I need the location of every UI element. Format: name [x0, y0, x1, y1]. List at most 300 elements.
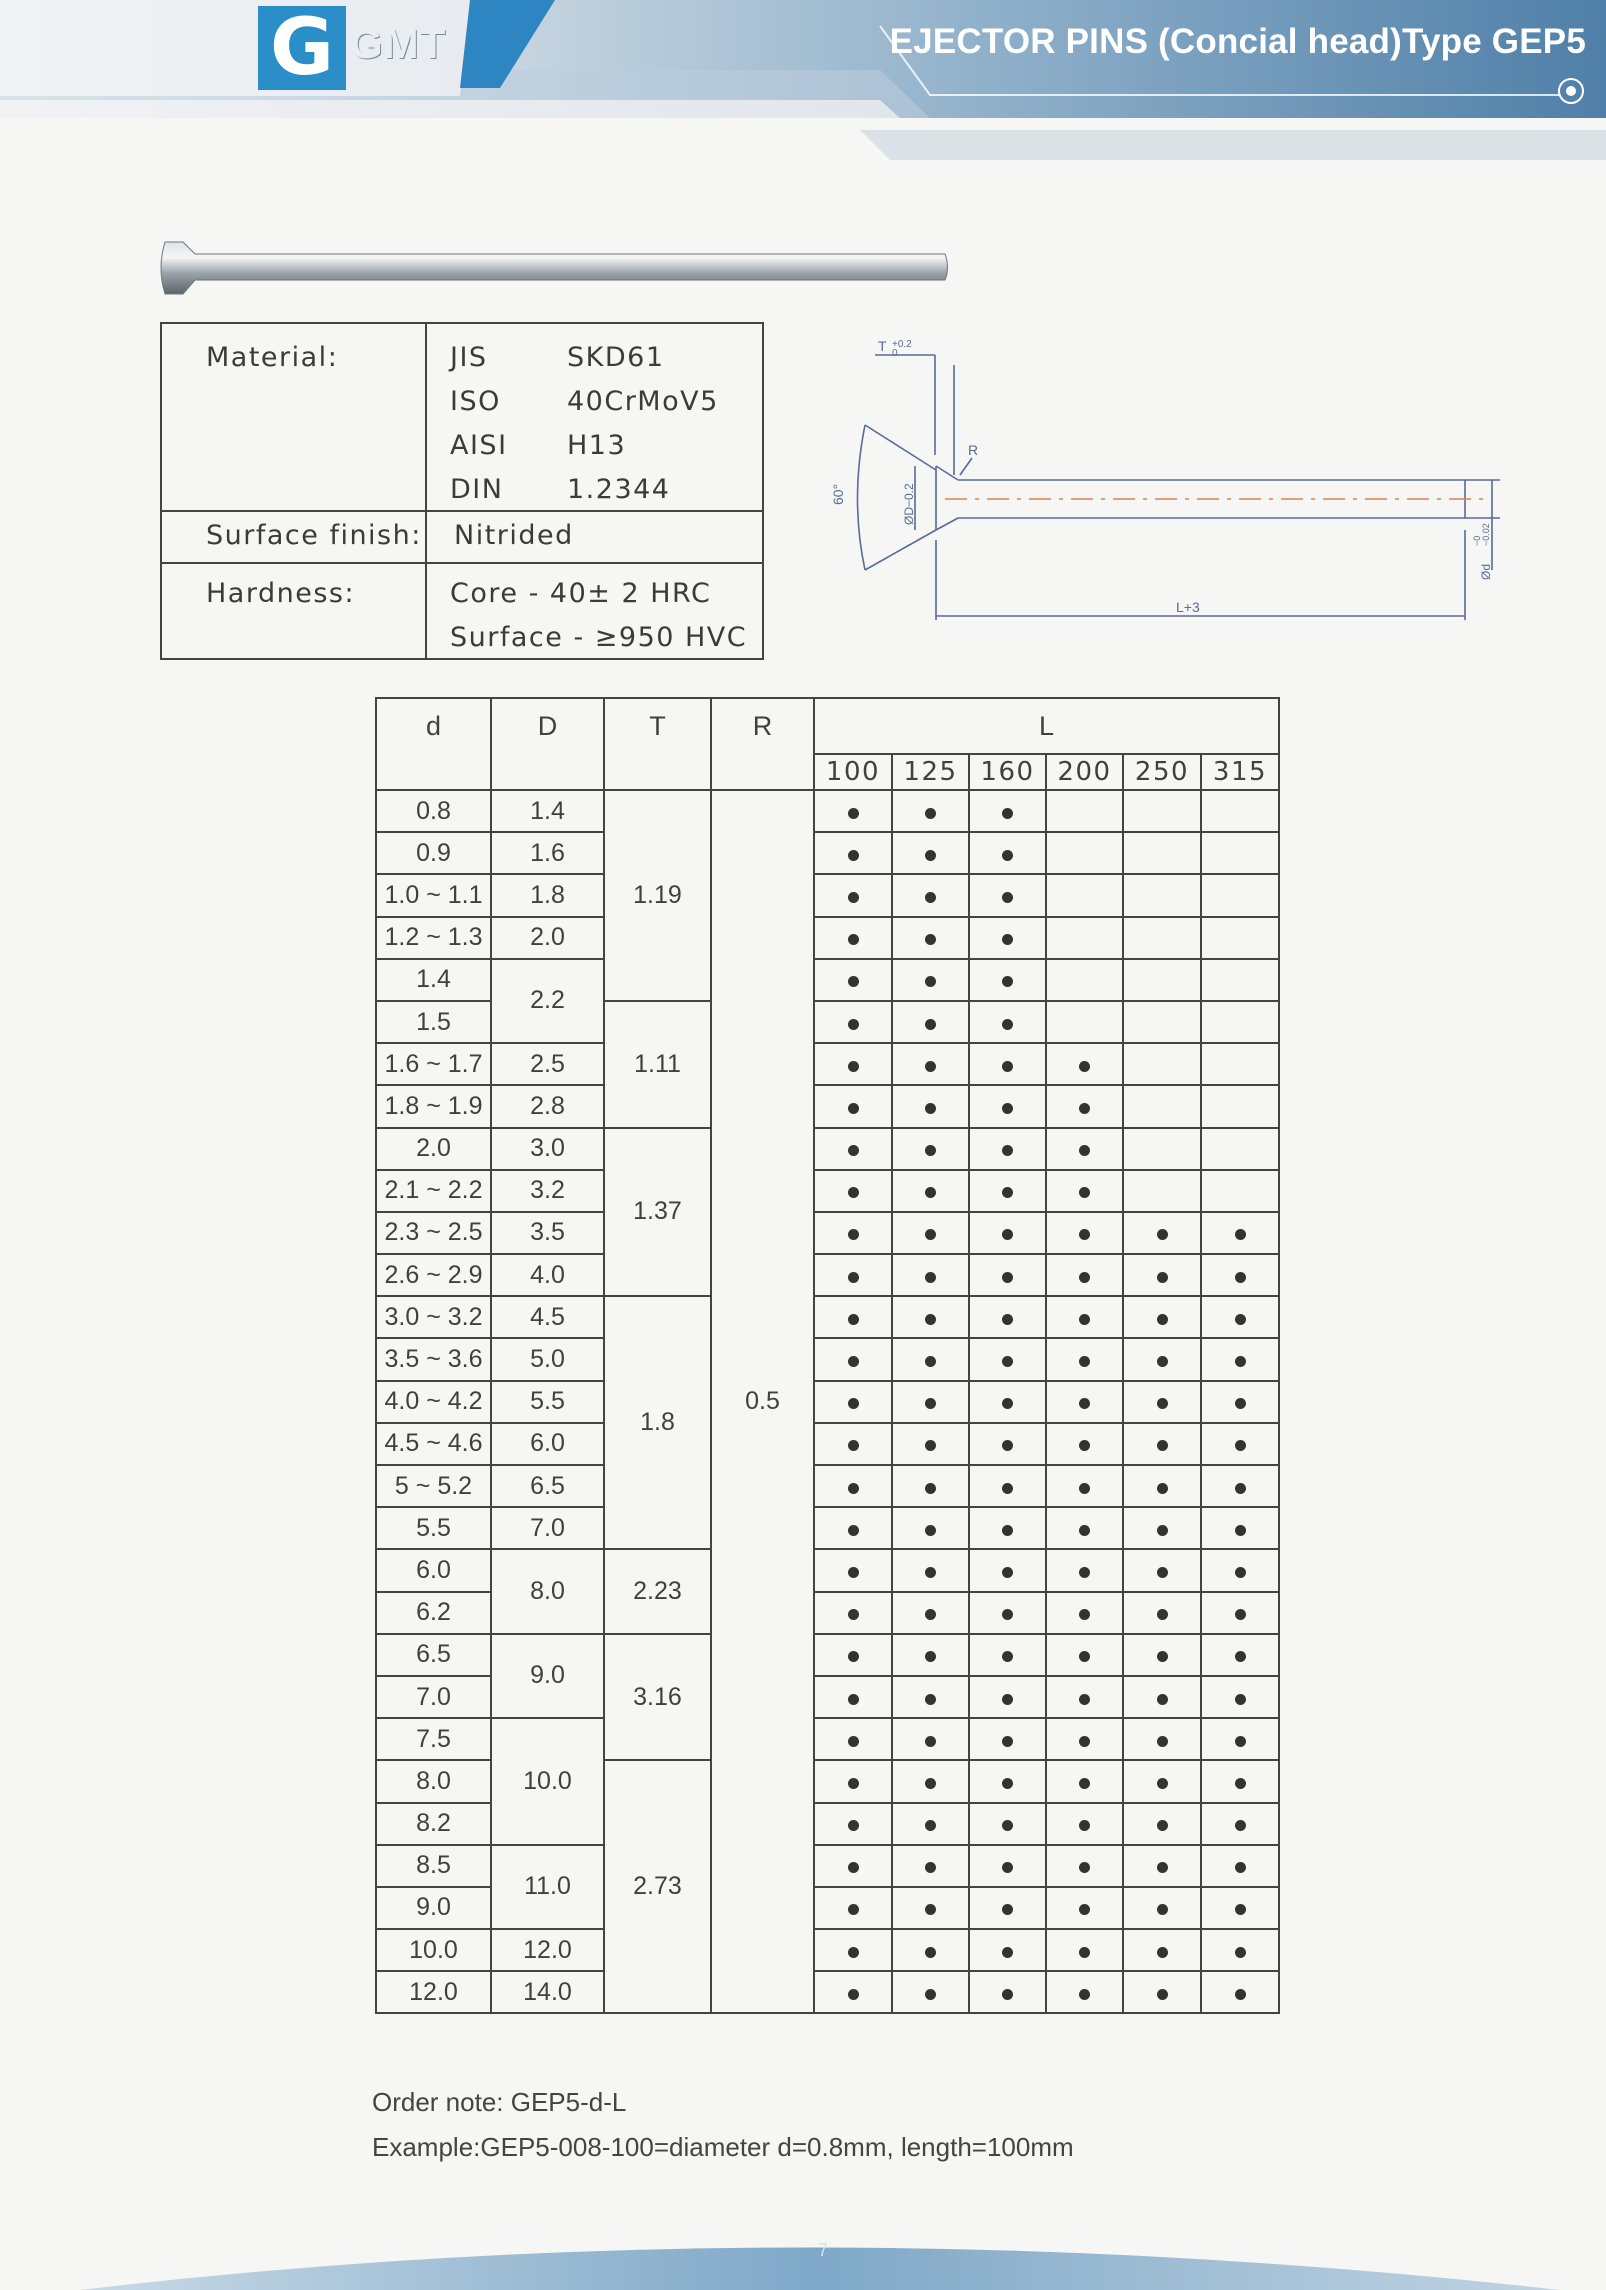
available-dot-icon [925, 1187, 936, 1198]
cell-availability [1123, 1170, 1201, 1212]
cell-availability [969, 832, 1046, 874]
footer-band [0, 2225, 1606, 2290]
cell-availability [1046, 1592, 1123, 1634]
cell-availability [969, 1085, 1046, 1127]
available-dot-icon [1235, 1651, 1246, 1662]
cell-availability [1046, 874, 1123, 916]
cell-availability [892, 1170, 969, 1212]
available-dot-icon [925, 1483, 936, 1494]
logo-g-icon: G [269, 3, 335, 93]
cell-availability [1201, 1929, 1279, 1971]
cell-head-thickness: 1.11 [604, 1001, 711, 1128]
available-dot-icon [848, 1904, 859, 1915]
cell-head-diameter: 2.2 [491, 959, 604, 1043]
available-dot-icon [1002, 1103, 1013, 1114]
dim-head-dia: ØD−0.2 [902, 483, 916, 525]
table-row [376, 874, 1279, 916]
available-dot-icon [1002, 1609, 1013, 1620]
available-dot-icon [925, 808, 936, 819]
available-dot-icon [1157, 1567, 1168, 1578]
available-dot-icon [1002, 892, 1013, 903]
cell-d: 2.0 [376, 1128, 491, 1170]
cell-head-diameter: 10.0 [491, 1718, 604, 1845]
cell-availability [814, 1507, 892, 1549]
dim-t-tol-low: 0 [892, 348, 898, 359]
cell-availability [1201, 832, 1279, 874]
length-header: 160 [969, 754, 1046, 790]
cell-availability [969, 1296, 1046, 1338]
cell-availability [1201, 1507, 1279, 1549]
cell-availability [1046, 1676, 1123, 1718]
cell-availability [814, 1465, 892, 1507]
available-dot-icon [1157, 1525, 1168, 1536]
table-row [376, 1845, 1279, 1887]
cell-availability [814, 832, 892, 874]
available-dot-icon [848, 1229, 859, 1240]
cell-d: 5 ~ 5.2 [376, 1465, 491, 1507]
available-dot-icon [925, 1398, 936, 1409]
cell-availability [1123, 1549, 1201, 1591]
cell-availability [1201, 917, 1279, 959]
cell-availability [969, 1634, 1046, 1676]
table-row [376, 1212, 1279, 1254]
cell-d: 8.5 [376, 1845, 491, 1887]
cell-availability [1201, 1128, 1279, 1170]
cell-availability [1201, 1676, 1279, 1718]
cell-availability [1201, 1254, 1279, 1296]
cell-availability [969, 959, 1046, 1001]
cell-availability [1123, 1254, 1201, 1296]
grade-din: 1.2344 [567, 474, 671, 505]
cell-radius: 0.5 [711, 790, 814, 2013]
cell-head-diameter: 12.0 [491, 1929, 604, 1971]
grade-jis: SKD61 [567, 342, 665, 373]
cell-d: 8.0 [376, 1760, 491, 1802]
dim-t-tol: +0.2 [892, 340, 912, 350]
cell-availability [1201, 1549, 1279, 1591]
available-dot-icon [1002, 1736, 1013, 1747]
available-dot-icon [1002, 1947, 1013, 1958]
cell-availability [1201, 1845, 1279, 1887]
available-dot-icon [1079, 1778, 1090, 1789]
available-dot-icon [848, 1778, 859, 1789]
available-dot-icon [1235, 1356, 1246, 1367]
cell-availability [1046, 1760, 1123, 1802]
available-dot-icon [1235, 1525, 1246, 1536]
cell-availability [1123, 1676, 1201, 1718]
available-dot-icon [1079, 1609, 1090, 1620]
cell-availability [814, 959, 892, 1001]
cell-availability [892, 1549, 969, 1591]
cell-availability [969, 1760, 1046, 1802]
cell-availability [814, 1803, 892, 1845]
available-dot-icon [925, 1736, 936, 1747]
cell-d: 12.0 [376, 1971, 491, 2013]
available-dot-icon [1002, 1483, 1013, 1494]
cell-availability [1201, 959, 1279, 1001]
page-header [0, 0, 1606, 160]
cell-availability [969, 1254, 1046, 1296]
length-header: 250 [1123, 754, 1201, 790]
length-header: 125 [892, 754, 969, 790]
page-title: EJECTOR PINS (Concial head)Type GEP5 [889, 22, 1586, 61]
available-dot-icon [848, 1862, 859, 1873]
available-dot-icon [1002, 1651, 1013, 1662]
cell-d: 2.1 ~ 2.2 [376, 1170, 491, 1212]
cell-availability [892, 1803, 969, 1845]
table-row [376, 1170, 1279, 1212]
cell-availability [892, 1676, 969, 1718]
cell-availability [969, 874, 1046, 916]
cell-d: 1.2 ~ 1.3 [376, 917, 491, 959]
available-dot-icon [848, 892, 859, 903]
cell-availability [892, 1887, 969, 1929]
available-dot-icon [848, 1187, 859, 1198]
cell-availability [892, 1212, 969, 1254]
cell-availability [1046, 832, 1123, 874]
cell-availability [1123, 1929, 1201, 1971]
available-dot-icon [925, 1019, 936, 1030]
cell-availability [814, 1128, 892, 1170]
surface-finish-label: Surface finish: [206, 520, 422, 551]
cell-availability [814, 1676, 892, 1718]
cell-availability [1201, 1465, 1279, 1507]
cell-head-diameter: 7.0 [491, 1507, 604, 1549]
available-dot-icon [1079, 1651, 1090, 1662]
cell-availability [1046, 1296, 1123, 1338]
available-dot-icon [848, 1398, 859, 1409]
cell-head-diameter: 1.4 [491, 790, 604, 832]
cell-head-diameter: 9.0 [491, 1634, 604, 1718]
cell-availability [1123, 1760, 1201, 1802]
cell-availability [814, 874, 892, 916]
cell-d: 4.0 ~ 4.2 [376, 1381, 491, 1423]
available-dot-icon [925, 1103, 936, 1114]
available-dot-icon [1002, 1525, 1013, 1536]
hardness-core: Core - 40± 2 HRC [450, 578, 712, 609]
table-row [376, 1634, 1279, 1676]
available-dot-icon [848, 1061, 859, 1072]
cell-availability [1123, 1803, 1201, 1845]
col-header-d: d [376, 698, 491, 790]
cell-availability [1046, 1803, 1123, 1845]
cell-availability [892, 790, 969, 832]
table-row [376, 1085, 1279, 1127]
available-dot-icon [1235, 1947, 1246, 1958]
available-dot-icon [925, 1820, 936, 1831]
cell-availability [1046, 1128, 1123, 1170]
cell-availability [892, 1507, 969, 1549]
available-dot-icon [1002, 1145, 1013, 1156]
cell-d: 10.0 [376, 1929, 491, 1971]
cell-availability [969, 1971, 1046, 2013]
cell-availability [1201, 1212, 1279, 1254]
available-dot-icon [925, 1356, 936, 1367]
cell-availability [969, 1128, 1046, 1170]
cell-availability [1046, 1254, 1123, 1296]
cell-availability [892, 959, 969, 1001]
target-icon [1558, 78, 1584, 104]
surface-finish-value: Nitrided [454, 520, 574, 551]
cell-availability [892, 1001, 969, 1043]
available-dot-icon [1235, 1778, 1246, 1789]
grade-aisi: H13 [567, 430, 627, 461]
available-dot-icon [1002, 1694, 1013, 1705]
available-dot-icon [1002, 1398, 1013, 1409]
available-dot-icon [1235, 1483, 1246, 1494]
available-dot-icon [1157, 1314, 1168, 1325]
cell-availability [1201, 1760, 1279, 1802]
cell-availability [969, 1592, 1046, 1634]
table-row [376, 1929, 1279, 1971]
cell-head-thickness: 1.8 [604, 1296, 711, 1549]
available-dot-icon [1002, 1061, 1013, 1072]
available-dot-icon [1079, 1187, 1090, 1198]
cell-head-diameter: 8.0 [491, 1549, 604, 1633]
cell-d: 7.0 [376, 1676, 491, 1718]
available-dot-icon [925, 1609, 936, 1620]
available-dot-icon [848, 1272, 859, 1283]
available-dot-icon [925, 976, 936, 987]
cell-head-diameter: 3.0 [491, 1128, 604, 1170]
cell-d: 1.8 ~ 1.9 [376, 1085, 491, 1127]
available-dot-icon [1079, 1904, 1090, 1915]
available-dot-icon [1157, 1651, 1168, 1662]
cell-availability [892, 1128, 969, 1170]
cell-availability [892, 832, 969, 874]
order-example: Example:GEP5-008-100=diameter d=0.8mm, length=100mm [372, 2132, 1074, 2162]
available-dot-icon [1079, 1314, 1090, 1325]
available-dot-icon [1235, 1862, 1246, 1873]
cell-availability [892, 1845, 969, 1887]
hardness-surface: Surface - ≥950 HVC [450, 622, 748, 653]
available-dot-icon [925, 1314, 936, 1325]
available-dot-icon [1157, 1862, 1168, 1873]
cell-d: 0.8 [376, 790, 491, 832]
available-dot-icon [848, 1651, 859, 1662]
cell-head-thickness: 2.73 [604, 1760, 711, 2013]
standard-din: DIN [450, 474, 504, 505]
table-row [376, 1381, 1279, 1423]
available-dot-icon [1002, 1187, 1013, 1198]
cell-availability [1123, 1338, 1201, 1380]
cell-availability [1123, 1043, 1201, 1085]
available-dot-icon [925, 1862, 936, 1873]
cell-head-diameter: 1.6 [491, 832, 604, 874]
available-dot-icon [1157, 1694, 1168, 1705]
grade-iso: 40CrMoV5 [567, 386, 719, 417]
cell-availability [814, 1381, 892, 1423]
cell-availability [814, 790, 892, 832]
table-row [376, 1465, 1279, 1507]
cell-availability [892, 917, 969, 959]
cell-availability [892, 1338, 969, 1380]
available-dot-icon [848, 808, 859, 819]
dim-pin-dia: Ød [1479, 563, 1493, 580]
available-dot-icon [1002, 808, 1013, 819]
cell-d: 1.0 ~ 1.1 [376, 874, 491, 916]
cell-availability [969, 1676, 1046, 1718]
available-dot-icon [1079, 1820, 1090, 1831]
available-dot-icon [1157, 1483, 1168, 1494]
available-dot-icon [848, 850, 859, 861]
available-dot-icon [1079, 1229, 1090, 1240]
length-header: 100 [814, 754, 892, 790]
cell-availability [1123, 1634, 1201, 1676]
cell-availability [969, 1170, 1046, 1212]
cell-availability [1123, 1001, 1201, 1043]
cell-d: 9.0 [376, 1887, 491, 1929]
technical-drawing [820, 340, 1520, 640]
cell-availability [969, 1465, 1046, 1507]
cell-availability [1201, 1718, 1279, 1760]
page-number: 7 [818, 2240, 829, 2260]
cell-availability [1201, 1803, 1279, 1845]
cell-availability [969, 1803, 1046, 1845]
cell-head-diameter: 2.5 [491, 1043, 604, 1085]
cell-availability [892, 1971, 969, 2013]
table-row [376, 1423, 1279, 1465]
available-dot-icon [1235, 1398, 1246, 1409]
cell-availability [1123, 1845, 1201, 1887]
cell-availability [1046, 1001, 1123, 1043]
available-dot-icon [925, 1272, 936, 1283]
cell-availability [969, 1423, 1046, 1465]
available-dot-icon [1079, 1736, 1090, 1747]
available-dot-icon [1157, 1272, 1168, 1283]
available-dot-icon [848, 1483, 859, 1494]
table-row [376, 832, 1279, 874]
hardness-label: Hardness: [206, 578, 356, 609]
available-dot-icon [925, 1778, 936, 1789]
cell-d: 1.6 ~ 1.7 [376, 1043, 491, 1085]
available-dot-icon [1079, 1103, 1090, 1114]
cell-head-diameter: 6.5 [491, 1465, 604, 1507]
cell-availability [1123, 1085, 1201, 1127]
standard-aisi: AISI [450, 430, 508, 461]
cell-availability [814, 1971, 892, 2013]
available-dot-icon [925, 1947, 936, 1958]
cell-availability [1201, 1592, 1279, 1634]
cell-head-diameter: 6.0 [491, 1423, 604, 1465]
available-dot-icon [925, 1145, 936, 1156]
col-header-r: R [711, 698, 814, 790]
available-dot-icon [1235, 1609, 1246, 1620]
cell-availability [814, 1170, 892, 1212]
available-dot-icon [848, 1440, 859, 1451]
available-dot-icon [1157, 1989, 1168, 2000]
available-dot-icon [1079, 1947, 1090, 1958]
table-row [376, 959, 1279, 1001]
cell-availability [1046, 1170, 1123, 1212]
cell-head-diameter: 3.2 [491, 1170, 604, 1212]
available-dot-icon [1157, 1820, 1168, 1831]
available-dot-icon [1002, 1356, 1013, 1367]
cell-availability [1046, 1085, 1123, 1127]
cell-head-diameter: 14.0 [491, 1971, 604, 2013]
cell-d: 4.5 ~ 4.6 [376, 1423, 491, 1465]
cell-availability [814, 1549, 892, 1591]
available-dot-icon [1157, 1736, 1168, 1747]
available-dot-icon [848, 1103, 859, 1114]
cell-availability [892, 1760, 969, 1802]
cell-availability [969, 1887, 1046, 1929]
cell-availability [1046, 1887, 1123, 1929]
cell-availability [1201, 874, 1279, 916]
cell-head-diameter: 1.8 [491, 874, 604, 916]
cell-availability [1046, 1043, 1123, 1085]
cell-availability [1201, 1085, 1279, 1127]
order-note: Order note: GEP5-d-L [372, 2087, 627, 2117]
available-dot-icon [848, 1694, 859, 1705]
available-dot-icon [848, 1989, 859, 2000]
available-dot-icon [925, 1229, 936, 1240]
cell-d: 6.0 [376, 1549, 491, 1591]
cell-availability [1123, 1887, 1201, 1929]
cell-availability [969, 1718, 1046, 1760]
material-label: Material: [206, 342, 339, 373]
cell-availability [814, 1296, 892, 1338]
available-dot-icon [1002, 934, 1013, 945]
cell-availability [814, 1085, 892, 1127]
cell-availability [1201, 790, 1279, 832]
cell-availability [1046, 790, 1123, 832]
cell-head-diameter: 5.0 [491, 1338, 604, 1380]
cell-availability [892, 1254, 969, 1296]
standard-iso: ISO [450, 386, 501, 417]
table-row [376, 1338, 1279, 1380]
cell-availability [1123, 1971, 1201, 2013]
cell-availability [969, 1001, 1046, 1043]
cell-d: 0.9 [376, 832, 491, 874]
cell-availability [814, 1043, 892, 1085]
cell-availability [892, 874, 969, 916]
cell-availability [892, 1634, 969, 1676]
available-dot-icon [848, 1019, 859, 1030]
cell-availability [1201, 1170, 1279, 1212]
available-dot-icon [925, 892, 936, 903]
available-dot-icon [1157, 1229, 1168, 1240]
table-header-row [376, 698, 1279, 754]
available-dot-icon [848, 1609, 859, 1620]
cell-availability [814, 1001, 892, 1043]
cell-availability [814, 1338, 892, 1380]
available-dot-icon [925, 1651, 936, 1662]
cell-availability [1046, 1971, 1123, 2013]
available-dot-icon [848, 976, 859, 987]
cell-availability [892, 1592, 969, 1634]
cell-head-thickness: 1.37 [604, 1128, 711, 1297]
cell-availability [814, 1592, 892, 1634]
col-header-d: D [491, 698, 604, 790]
available-dot-icon [1002, 1862, 1013, 1873]
available-dot-icon [1157, 1609, 1168, 1620]
table-row [376, 1296, 1279, 1338]
table-row [376, 790, 1279, 832]
cell-availability [1046, 1549, 1123, 1591]
available-dot-icon [925, 1904, 936, 1915]
cell-availability [1201, 1381, 1279, 1423]
cell-availability [1123, 1128, 1201, 1170]
cell-availability [1201, 1043, 1279, 1085]
cell-d: 3.0 ~ 3.2 [376, 1296, 491, 1338]
cell-availability [892, 1085, 969, 1127]
available-dot-icon [1079, 1356, 1090, 1367]
cell-availability [969, 1212, 1046, 1254]
available-dot-icon [1002, 850, 1013, 861]
available-dot-icon [848, 1145, 859, 1156]
cell-availability [1201, 1296, 1279, 1338]
